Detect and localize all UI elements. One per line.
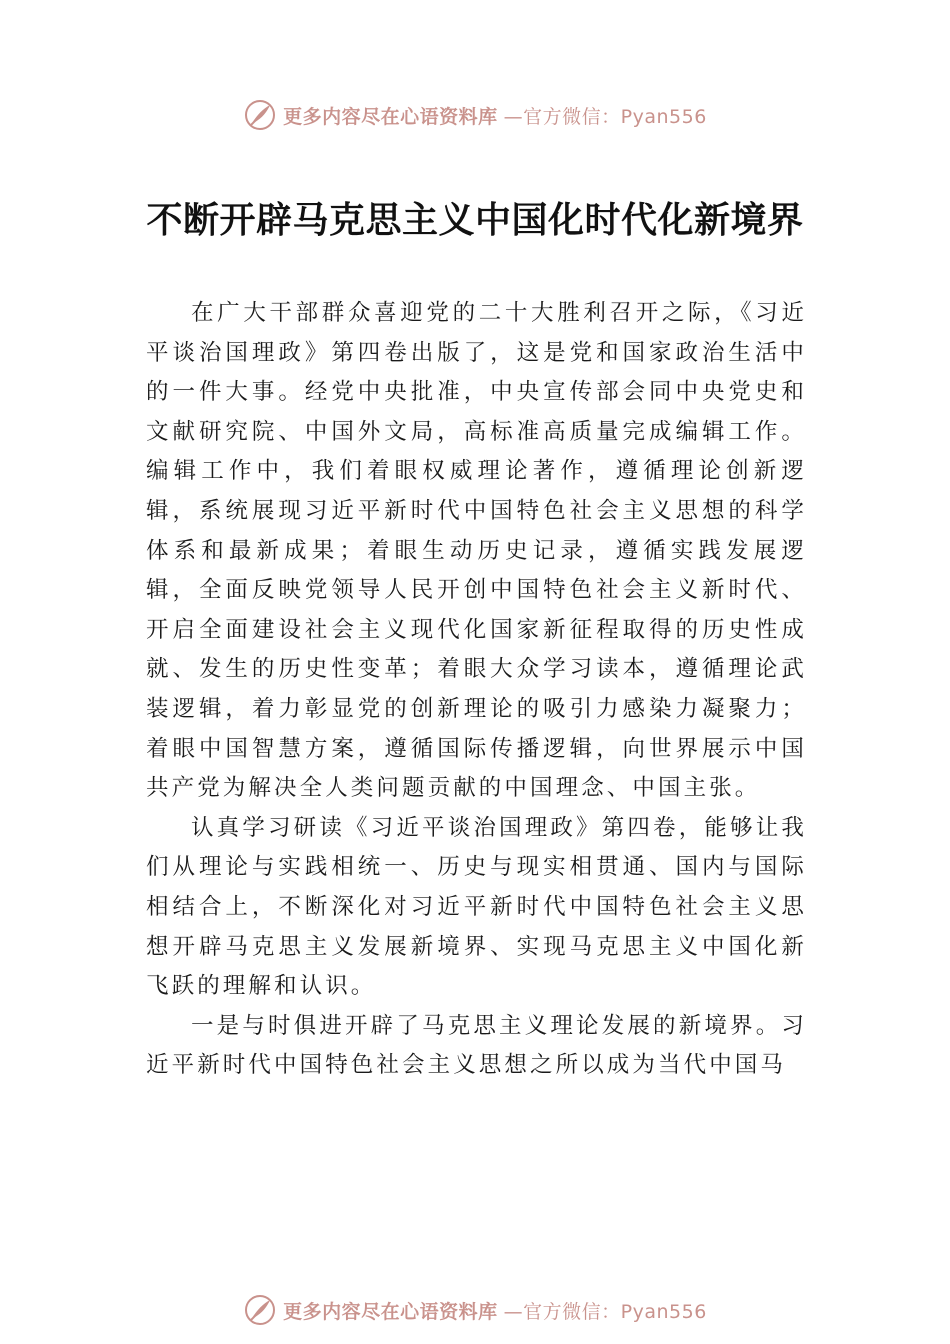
feather-quill-icon [243, 98, 277, 132]
watermark-main-text: 更多内容尽在心语资料库 [283, 1300, 498, 1323]
watermark-main-text: 更多内容尽在心语资料库 [283, 105, 498, 128]
footer-watermark [0, 1290, 950, 1330]
document-title: 不断开辟马克思主义中国化时代化新境界 [146, 199, 804, 241]
paragraph: 认真学习研读《习近平谈治国理政》第四卷，能够让我们从理论与实践相统一、历史与现实相贯通、国内与国际相结合上，不断深化对习近平新时代中国特色社会主义思想开辟马克思主义发展新境界、实现马克思主义中国化新飞跃的理解和认识。 [146, 814, 807, 1000]
watermark-wechat-text: —官方微信：Pyan556 [503, 105, 707, 128]
watermark-wechat-text: —官方微信：Pyan556 [503, 1300, 707, 1323]
paragraph: 在广大干部群众喜迎党的二十大胜利召开之际，《习近平谈治国理政》第四卷出版了，这是党和国家政治生活中的一件大事。经党中央批准，中央宣传部会同中央党史和文献研究院、中国外文局，高标准高质量完成编辑工作。编辑工作中，我们着眼权威理论著作，遵循理论创新逻辑，系统展现习近平新时代中国特色社会主义思想的科学体系和最新成果；着眼生动历史记录，遵循实践发展逻辑，全面反映党领导人民开创中国特色社会主义新时代、开启全面建设社会主义现代化国家新征程取得的历史性成就、发生的历史性变革；着眼大众学习读本，遵循理论武装逻辑，着力彰显党的创新理论的吸引力感染力凝聚力；着眼中国智慧方案，遵循国际传播逻辑，向世界展示中国共产党为解决全人类问题贡献的中国理念、中国主张。 [146, 300, 807, 802]
feather-quill-icon [243, 1293, 277, 1327]
document-body [146, 294, 807, 1086]
header-watermark [0, 95, 950, 135]
paragraph: 一是与时俱进开辟了马克思主义理论发展的新境界。习近平新时代中国特色社会主义思想之所以成为当代中国马 [146, 1012, 807, 1079]
